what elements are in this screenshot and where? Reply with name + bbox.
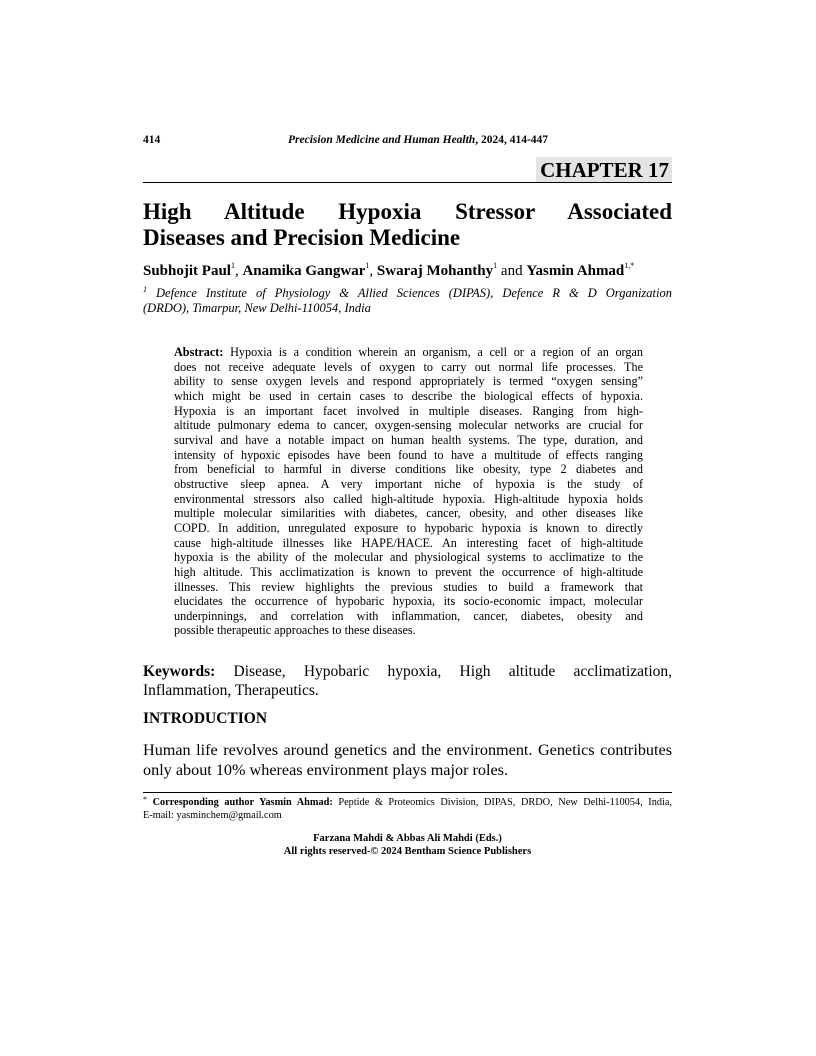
keywords [143,662,672,700]
affiliation-line: (DRDO), Timarpur, New Delhi-110054, India [143,301,371,315]
abstract-line [174,492,643,507]
abstract-text: from beneficial to harmful in diverse conditions like obesity, type 2 diabetes and [174,462,643,477]
author-name: Subhojit Paul [143,263,231,279]
footnote-label: Corresponding author Yasmin Ahmad: [152,797,333,808]
abstract-label: Abstract: [174,345,224,359]
abstract-text: high altitude. This acclimatization is known to prevent the occurrence of high-altitude [174,564,643,579]
abstract-line [174,565,643,580]
abstract-line [174,594,643,609]
title-line: Diseases and Precision Medicine [143,225,461,250]
keywords-line: Inflammation, Therapeutics. [143,682,319,699]
footnote-line: Peptide & Proteomics Division, DIPAS, DRDO, New Delhi-110054, India, [332,797,672,808]
abstract-line [174,462,643,477]
abstract-line [174,404,643,419]
abstract-text: COPD. In addition, unregulated exposure to hypobaric hypoxia is known to directly [174,520,643,535]
abstract-line [174,389,643,404]
author-sup: 1 [493,261,498,270]
abstract-line [174,550,643,565]
author-sep: , [234,263,243,279]
abstract-text: obstructive sleep apnea. A very important niche of hypoxia is the study of [174,476,643,491]
abstract-text: hypoxia is the ability of the molecular and physiological systems to acclimatize to the [174,550,643,565]
author-sup: 1 [230,261,235,270]
title-line: High Altitude Hypoxia Stressor Associated [143,199,672,224]
abstract-line [174,477,643,492]
author-sup: 1,* [624,261,635,270]
abstract-line [174,448,643,463]
affiliation [143,286,672,316]
copyright: All rights reserved-© 2024 Bentham Science Publishers [283,846,532,857]
editors: Farzana Mahdi & Abbas Ali Mahdi (Eds.) [313,833,502,844]
footnote [143,796,672,822]
author-list [143,262,672,280]
chapter-title [143,199,672,251]
page-number: 414 [143,134,161,146]
author-sep: , [369,263,377,279]
abstract-text: cause high-altitude illnesses like HAPE/HACE. An interesting facet of high-altitude [174,535,643,550]
journal-year-pages: , 2024, 414-447 [475,134,549,146]
abstract-line [174,345,643,360]
abstract-line [174,374,643,389]
author-sup: 1 [365,261,370,270]
abstract-line [174,433,643,448]
abstract-text: Hypoxia is a condition wherein an organism, a cell or a region of an organ [223,345,643,359]
abstract-line [174,506,643,521]
body-line: only about 10% whereas environment plays major roles. [143,760,509,779]
abstract-text: survival and have a notable impact on human health systems. The type, duration, and [174,432,643,447]
abstract-text: illnesses. This review highlights the previous studies to build a framework that [174,579,643,594]
affiliation-sup: 1 [143,285,147,294]
abstract-line [174,360,643,375]
abstract [174,345,643,638]
abstract-text: elucidates the occurrence of hypobaric hypoxia, its socio-economic impact, molecular [174,594,643,609]
section-heading: INTRODUCTION [143,710,268,727]
body-line: Human life revolves around genetics and the environment. Genetics contributes [143,741,672,759]
author-sep: and [497,263,527,279]
abstract-text: which might be used in certain cases to describe the biological effects of hypoxia. [174,388,643,403]
footnote-sup: * [143,795,147,804]
keywords-line: Disease, Hypobaric hypoxia, High altitude acclimatization, [215,663,672,680]
abstract-text: intensity of hypoxic episodes have been found to have a multitude of effects ranging [174,447,643,462]
abstract-text: possible therapeutic approaches to these diseases. [174,623,416,638]
journal-name: Precision Medicine and Human Health [288,134,476,146]
footnote-divider [143,792,672,793]
abstract-line [174,521,643,536]
keywords-label: Keywords: [143,663,216,680]
publisher-info [143,832,672,858]
abstract-text: underpinnings, and correlation with inflammation, cancer, diabetes, obesity and [174,608,643,623]
author-name: Swaraj Mohanthy [376,263,494,279]
abstract-text: environmental stressors also called high-altitude hypoxia. High-altitude hypoxia holds [174,491,643,506]
introduction-text [143,741,672,780]
abstract-line [174,609,643,624]
abstract-text: ability to sense oxygen levels and respond appropriately is termed “oxygen sensing” [174,374,643,389]
abstract-text: multiple molecular similarities with diabetes, cancer, obesity, and other diseases like [174,506,643,521]
abstract-line [174,418,643,433]
abstract-text: does not receive adequate levels of oxygen to carry out normal life processes. The [174,359,643,374]
author-name: Anamika Gangwar [242,263,366,279]
journal-citation [288,134,548,146]
footnote-email: E-mail: yasminchem@gmail.com [143,810,282,821]
abstract-line [174,580,643,595]
abstract-text: Hypoxia is an important facet involved in multiple diseases. Ranging from high- [174,403,643,418]
chapter-label: CHAPTER 17 [536,157,672,183]
abstract-text: altitude pulmonary edema to cancer, oxygen-sensing molecular networks are crucial for [174,418,643,433]
abstract-line [174,623,643,638]
abstract-line [174,536,643,551]
author-name: Yasmin Ahmad [526,263,625,279]
affiliation-line: Defence Institute of Physiology & Allied Sciences (DIPAS), Defence R & D Organization [156,286,672,300]
divider [143,182,672,183]
